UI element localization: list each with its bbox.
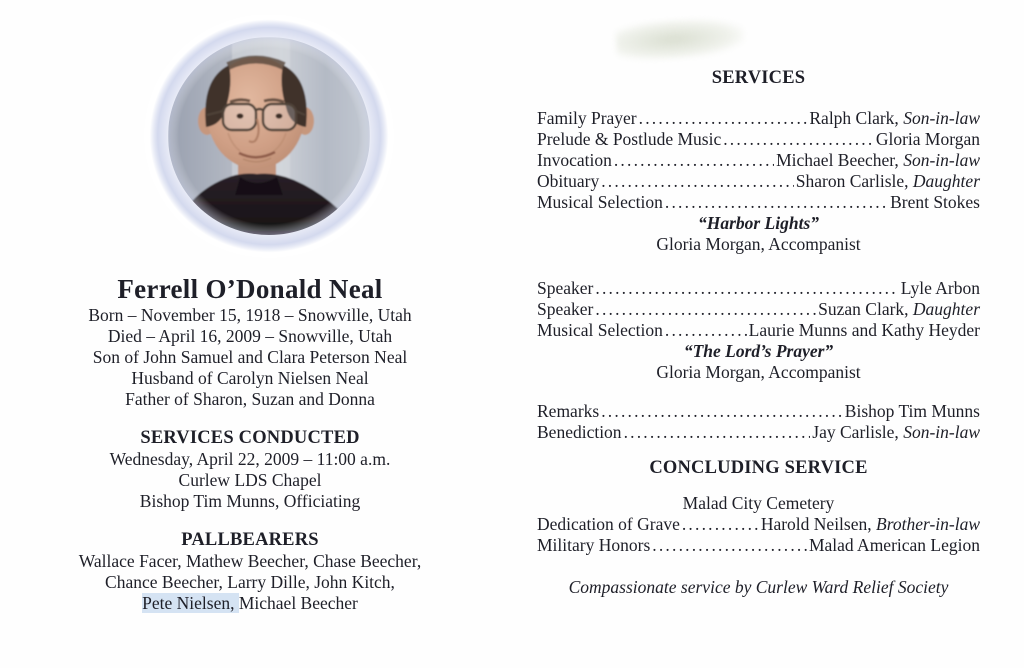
bio-line-parents: Son of John Samuel and Clara Peterson Neal <box>92 347 408 367</box>
pallbearers-line <box>57 593 443 614</box>
person-name: Brent Stokes <box>890 192 980 212</box>
row-person <box>901 278 980 299</box>
compassionate-service-note: Compassionate service by Curlew Ward Relief Society <box>568 577 949 598</box>
services-heading: SERVICES <box>711 68 806 88</box>
row-label: Prelude & Postlude Music <box>537 129 722 149</box>
service-officiant: Bishop Tim Munns, Officiating <box>139 491 361 511</box>
accompanist-line: Gloria Morgan, Accompanist <box>656 362 861 382</box>
person-name: Bishop Tim Munns <box>844 401 980 421</box>
row-label: Remarks <box>537 401 600 421</box>
person-name: Harold Neilsen, <box>760 514 876 535</box>
row-label: Obituary <box>537 171 600 191</box>
person-role: Son-in-law <box>903 108 980 128</box>
program-row <box>537 278 980 299</box>
bio-line-died: Died – April 16, 2009 – Snowville, Utah <box>107 326 393 346</box>
row-person <box>749 320 980 341</box>
dot-leader <box>601 401 843 422</box>
row-person <box>845 401 980 422</box>
service-location: Curlew LDS Chapel <box>178 470 322 490</box>
spacer <box>537 383 980 401</box>
person-name: Lyle Arbon <box>900 278 980 298</box>
row-label: Invocation <box>537 150 612 170</box>
row-person <box>809 108 980 129</box>
row-person <box>809 535 980 556</box>
services-order-block <box>537 108 980 598</box>
row-label: Speaker <box>537 299 594 319</box>
song-title: “Harbor Lights” <box>697 213 820 233</box>
program-row <box>537 108 980 129</box>
bio-line-spouse: Husband of Carolyn Nielsen Neal <box>131 368 369 388</box>
spacer <box>537 443 980 458</box>
pallbearers-block <box>57 551 443 614</box>
dot-leader <box>723 129 874 150</box>
pallbearers-heading: PALLBEARERS <box>181 530 319 550</box>
row-label: Military Honors <box>537 535 651 556</box>
bio-line-born: Born – November 15, 1918 – Snowville, Utah <box>88 305 412 325</box>
services-conducted-heading: SERVICES CONDUCTED <box>140 428 360 448</box>
song-title: “The Lord’s Prayer” <box>683 341 834 361</box>
person-name: Malad American Legion <box>808 535 980 556</box>
row-label: Family Prayer <box>537 108 637 128</box>
dot-leader <box>624 422 811 443</box>
program-row <box>537 422 980 443</box>
program-row <box>537 129 980 150</box>
dot-leader <box>639 108 808 129</box>
program-row <box>537 320 980 341</box>
person-name: Jay Carlisle, <box>812 422 904 442</box>
service-datetime: Wednesday, April 22, 2009 – 11:00 a.m. <box>109 449 391 469</box>
row-label: Dedication of Grave <box>537 514 680 535</box>
row-label: Musical Selection <box>537 320 663 340</box>
dot-leader <box>595 299 816 320</box>
program-row <box>537 299 980 320</box>
program-row <box>537 401 980 422</box>
person-name: Gloria Morgan <box>875 129 980 149</box>
pallbearers-line-rest: Michael Beecher <box>238 593 358 613</box>
portrait-photo <box>144 15 394 261</box>
row-person <box>761 514 980 535</box>
right-column <box>537 0 980 598</box>
dot-leader <box>652 535 807 556</box>
dot-leader <box>665 320 747 341</box>
row-label: Benediction <box>537 422 622 442</box>
scan-highlight: Pete Nielsen, <box>142 593 239 613</box>
dot-leader <box>682 514 759 535</box>
services-conducted-block <box>57 449 443 512</box>
accompanist-line: Gloria Morgan, Accompanist <box>656 234 861 254</box>
dot-leader <box>665 192 888 213</box>
concluding-service-heading: CONCLUDING SERVICE <box>649 458 868 478</box>
dot-leader <box>614 150 774 171</box>
spacer <box>537 255 980 278</box>
cemetery-line: Malad City Cemetery <box>682 493 835 514</box>
program-row <box>537 192 980 213</box>
row-person <box>776 150 980 171</box>
dot-leader <box>595 278 898 299</box>
pallbearers-line: Chance Beecher, Larry Dille, John Kitch, <box>105 572 395 592</box>
deceased-name: Ferrell O’Donald Neal <box>117 274 383 304</box>
person-name: Ralph Clark, <box>809 108 904 128</box>
person-role: Son-in-law <box>903 422 980 442</box>
person-role: Son-in-law <box>903 150 980 170</box>
person-name: Sharon Carlisle, <box>795 171 913 191</box>
row-person <box>812 422 980 443</box>
program-row <box>537 150 980 171</box>
row-person <box>818 299 980 320</box>
person-role: Daughter <box>912 171 980 191</box>
bio-line-children: Father of Sharon, Suzan and Donna <box>125 389 375 409</box>
person-name: Michael Beecher, <box>776 150 904 170</box>
program-row <box>537 514 980 535</box>
row-label: Musical Selection <box>537 192 663 212</box>
left-column <box>57 0 443 614</box>
program-row <box>537 535 980 556</box>
pallbearers-line: Wallace Facer, Mathew Beecher, Chase Beecher, <box>78 551 422 571</box>
person-name: Suzan Clark, <box>818 299 913 319</box>
program-row <box>537 171 980 192</box>
person-role: Daughter <box>912 299 980 319</box>
row-person <box>890 192 980 213</box>
bio-block <box>57 305 443 410</box>
row-label: Speaker <box>537 278 594 298</box>
person-name: Laurie Munns and Kathy Heyder <box>748 320 980 340</box>
row-person <box>876 129 980 150</box>
row-person <box>796 171 980 192</box>
dot-leader <box>601 171 794 192</box>
person-role: Brother-in-law <box>876 514 980 535</box>
